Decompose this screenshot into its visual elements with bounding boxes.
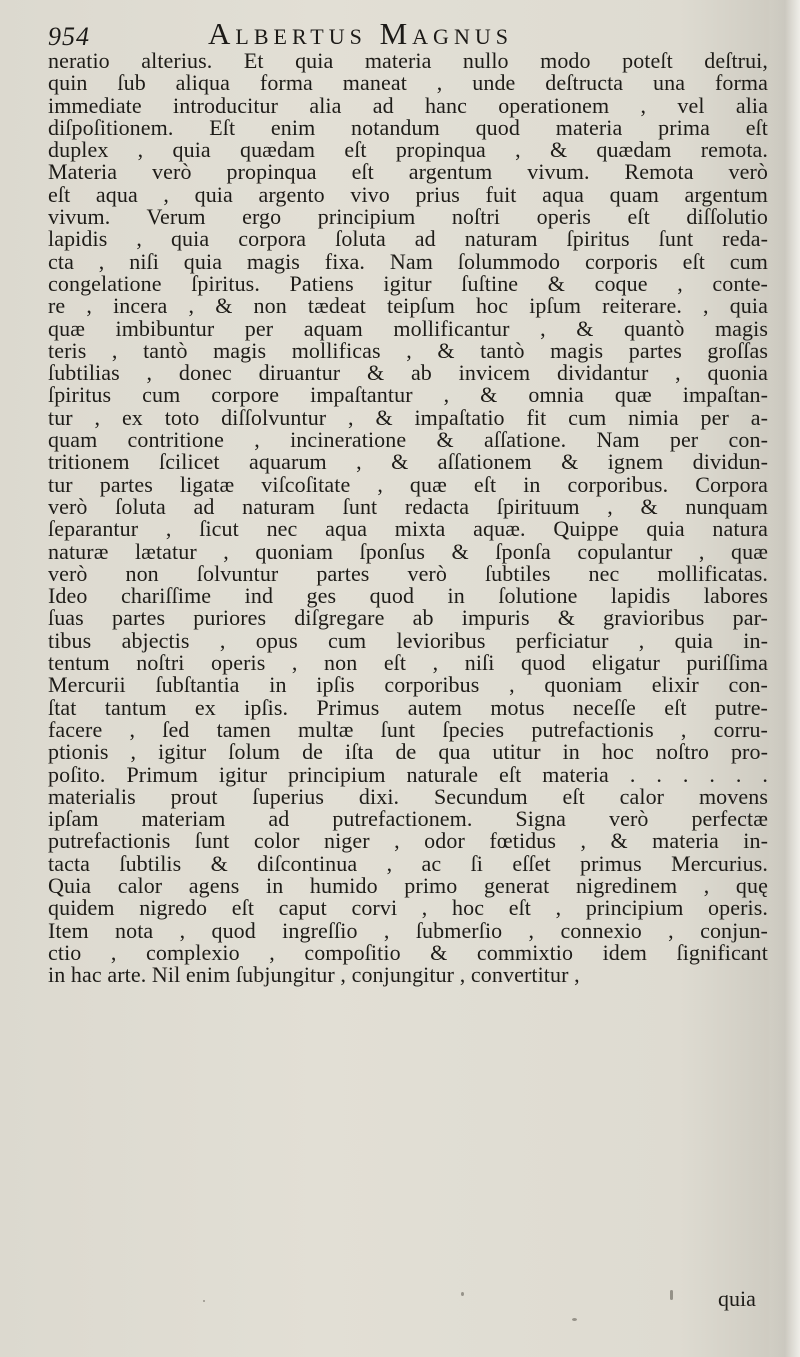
text-line: in hac arte. Nil enim ſubjungitur , conjungitur , convertitur , bbox=[48, 962, 580, 988]
text-line: ſtat tantum ex ipſis. Primus autem motus neceſſe eſt putre- bbox=[48, 694, 768, 720]
page-edge-shadow bbox=[770, 0, 800, 1357]
page-number: 954 bbox=[48, 22, 90, 51]
text-line: materialis prout ſuperius dixi. Secundum eſt calor movens bbox=[48, 783, 768, 809]
text-line: immediate introducitur alia ad hanc operationem , vel alia bbox=[48, 92, 768, 118]
text-line: Quia calor agens in humido primo generat nigredinem , quę bbox=[48, 872, 768, 898]
text-line: ipſam materiam ad putrefactionem. Signa verò perfectæ bbox=[48, 806, 768, 832]
text-line: facere , ſed tamen multæ ſunt ſpecies putrefactionis , corru- bbox=[48, 716, 768, 742]
text-line: verò non ſolvuntur partes verò ſubtiles nec mollificatas. bbox=[48, 560, 768, 586]
ink-speck bbox=[670, 1290, 673, 1300]
text-line: cta , niſi quia magis fixa. Nam ſolummodo corporis eſt cum bbox=[48, 248, 768, 274]
text-line: tur , ex toto diſſolvuntur , & impaſtatio fit cum nimia per a- bbox=[48, 404, 768, 430]
text-line: ſubtilias , donec diruantur & ab invicem dividantur , quonia bbox=[48, 360, 768, 386]
ink-speck bbox=[572, 1318, 577, 1321]
ink-speck bbox=[461, 1292, 464, 1296]
text-line: tacta ſubtilis & diſcontinua , ac ſi eſſet primus Mercurius. bbox=[48, 850, 768, 876]
text-line: neratio alterius. Et quia materia nullo modo poteſt deſtrui, bbox=[48, 48, 768, 73]
text-line: vivum. Verum ergo principium noſtri operis eſt diſſolutio bbox=[48, 204, 768, 230]
text-line: tibus abjectis , opus cum levioribus perficiatur , quia in- bbox=[48, 627, 768, 653]
text-line: tentum noſtri operis , non eſt , niſi quod eligatur puriſſima bbox=[48, 650, 768, 676]
text-line: ſuas partes puriores diſgregare ab impuris & gravioribus par- bbox=[48, 605, 768, 631]
text-line: Materia verò propinqua eſt argentum vivum. Remota verò bbox=[48, 159, 768, 185]
text-line: putrefactionis ſunt color niger , odor fœtidus , & materia in- bbox=[48, 828, 768, 854]
text-line: verò ſoluta ad naturam ſunt redacta ſpirituum , & nunquam bbox=[48, 493, 768, 519]
text-line: Item nota , quod ingreſſio , ſubmerſio , connexio , conjun- bbox=[48, 917, 768, 943]
text-line: tur partes ligatæ viſcoſitate , quæ eſt in corporibus. Corpora bbox=[48, 471, 768, 497]
text-line: quæ imbibuntur per aquam mollificantur , & quantò magis bbox=[48, 315, 768, 341]
page-header bbox=[48, 16, 738, 52]
text-line: quin ſub aliqua forma maneat , unde deſtructa una forma bbox=[48, 70, 768, 96]
text-line: tritionem ſcilicet aquarum , & aſſationem & ignem dividun- bbox=[48, 449, 768, 475]
text-line: ptionis , igitur ſolum de iſta de qua utitur in hoc noſtro pro- bbox=[48, 739, 768, 765]
text-line: duplex , quia quædam eſt propinqua , & quædam remota. bbox=[48, 137, 768, 163]
text-line: quam contritione , incineratione & aſſatione. Nam per con- bbox=[48, 427, 768, 453]
text-line: teris , tantò magis mollificas , & tantò magis partes groſſas bbox=[48, 337, 768, 363]
text-line: congelatione ſpiritus. Patiens igitur ſuſtine & coque , conte- bbox=[48, 270, 768, 296]
text-line: re , incera , & non tædeat teipſum hoc ipſum reiterare. , quia bbox=[48, 293, 768, 319]
text-line: Mercurii ſubſtantia in ipſis corporibus , quoniam elixir con- bbox=[48, 672, 768, 698]
text-line: ſeparantur , ſicut nec aqua mixta aquæ. Quippe quia natura bbox=[48, 516, 768, 542]
text-line: poſito. Primum igitur principium naturale eſt materia . . . . . . bbox=[48, 761, 768, 787]
text-line: quidem nigredo eſt caput corvi , hoc eſt , principium operis. bbox=[48, 895, 768, 921]
text-line: lapidis , quia corpora ſoluta ad naturam ſpiritus ſunt reda- bbox=[48, 226, 768, 252]
body-text bbox=[48, 50, 768, 986]
text-line: diſpoſitionem. Eſt enim notandum quod materia prima eſt bbox=[48, 114, 768, 140]
running-title: Albertus Magnus bbox=[208, 16, 513, 51]
text-line: Ideo chariſſime ind ges quod in ſolutione lapidis labores bbox=[48, 583, 768, 609]
text-line: eſt aqua , quia argento vivo prius fuit aqua quam argentum bbox=[48, 181, 768, 207]
ink-speck bbox=[203, 1300, 205, 1302]
catchword: quia bbox=[718, 1286, 756, 1311]
text-line: naturæ lætatur , quoniam ſponſus & ſponſa copulantur , quæ bbox=[48, 538, 768, 564]
text-line: ctio , complexio , compoſitio & commixtio idem ſignificant bbox=[48, 939, 768, 965]
text-line: ſpiritus cum corpore impaſtantur , & omnia quæ impaſtan- bbox=[48, 382, 768, 408]
